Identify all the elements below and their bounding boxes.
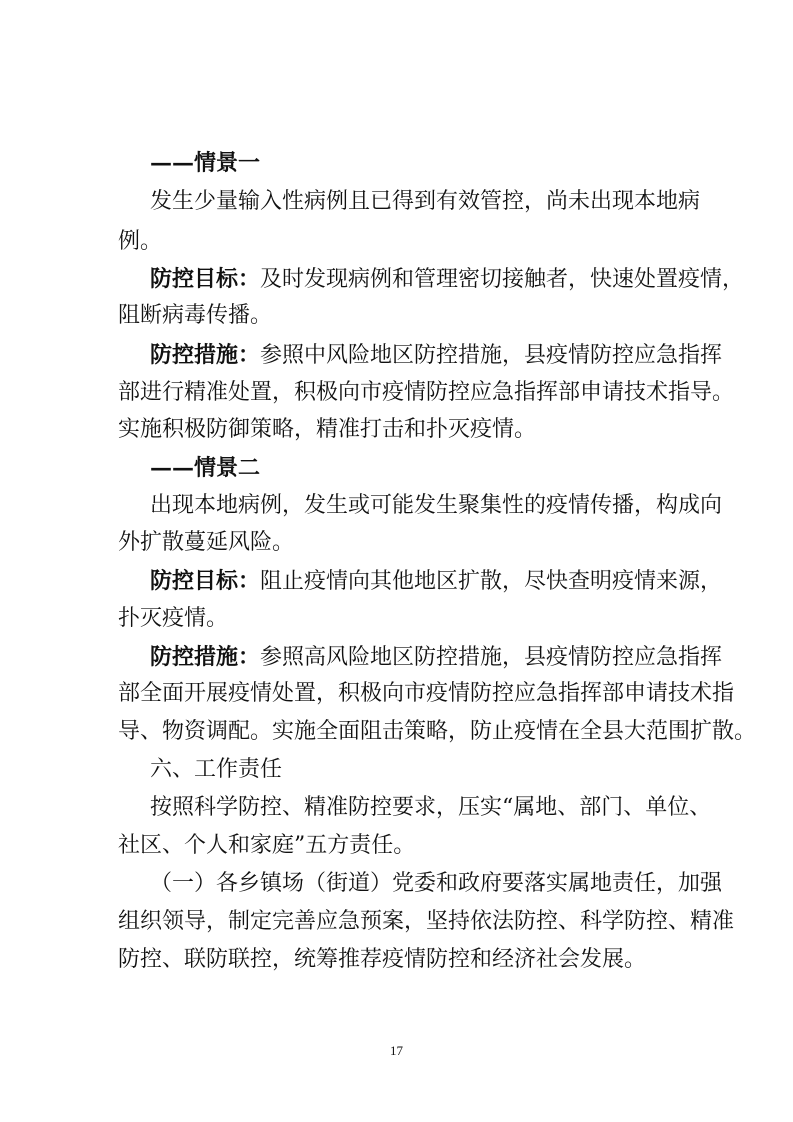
measure1-paragraph-line2: 部进行精准处置，积极向市疫情防控应急指挥部申请技术指导。 — [118, 380, 735, 405]
measure1-label: 防控措施： — [150, 342, 261, 368]
section6-description-line2: 社区、个人和家庭”五方责任。 — [118, 833, 416, 858]
scenario2-heading: ——情景二 — [150, 455, 261, 481]
target2-paragraph-line1 — [150, 566, 723, 597]
scenario1-description-line1: 发生少量输入性病例且已得到有效管控，尚未出现本地病 — [150, 189, 701, 214]
section6-description-line1: 按照科学防控、精准防控要求，压实“属地、部门、单位、 — [150, 795, 712, 820]
measure2-label: 防控措施： — [150, 644, 261, 670]
measure1-paragraph-line1 — [150, 340, 723, 371]
target2-paragraph-line2: 扑灭疫情。 — [118, 606, 229, 631]
measure2-paragraph-line3: 导、物资调配。实施全面阻击策略，防止疫情在全县大范围扩散。 — [118, 719, 757, 744]
measure2-text: 参照高风险地区防控措施，县疫情防控应急指挥 — [260, 645, 723, 670]
scenario1-description-line2: 例。 — [118, 229, 163, 254]
target1-text: 及时发现病例和管理密切接触者，快速处置疫情， — [260, 267, 745, 292]
measure2-paragraph-line1 — [150, 642, 723, 673]
measure1-text: 参照中风险地区防控措施，县疫情防控应急指挥 — [260, 343, 723, 368]
target2-label: 防控目标： — [150, 568, 261, 594]
measure2-paragraph-line2: 部全面开展疫情处置，积极向市疫情防控应急指挥部申请技术指 — [118, 681, 735, 706]
measure1-paragraph-line3: 实施积极防御策略，精准打击和扑灭疫情。 — [118, 417, 537, 442]
item1-line3: 防控、联防联控，统筹推荐疫情防控和经济社会发展。 — [118, 947, 647, 972]
scenario1-heading: ——情景一 — [150, 150, 261, 176]
item1-line2: 组织领导，制定完善应急预案，坚持依法防控、科学防控、精准 — [118, 909, 735, 934]
scenario2-description-line1: 出现本地病例，发生或可能发生聚集性的疫情传播，构成向 — [150, 493, 723, 518]
target2-text: 阻止疫情向其他地区扩散，尽快查明疫情来源， — [260, 569, 723, 594]
scenario2-description-line2: 外扩散蔓延风险。 — [118, 530, 295, 555]
target1-paragraph-line1 — [150, 264, 745, 295]
target1-label: 防控目标： — [150, 266, 261, 292]
page-number: 17 — [390, 1043, 403, 1058]
target1-paragraph-line2: 阻断病毒传播。 — [118, 303, 273, 328]
item1-line1: （一）各乡镇场（街道）党委和政府要落实属地责任，加强 — [150, 871, 723, 896]
section6-heading: 六、工作责任 — [150, 757, 283, 782]
